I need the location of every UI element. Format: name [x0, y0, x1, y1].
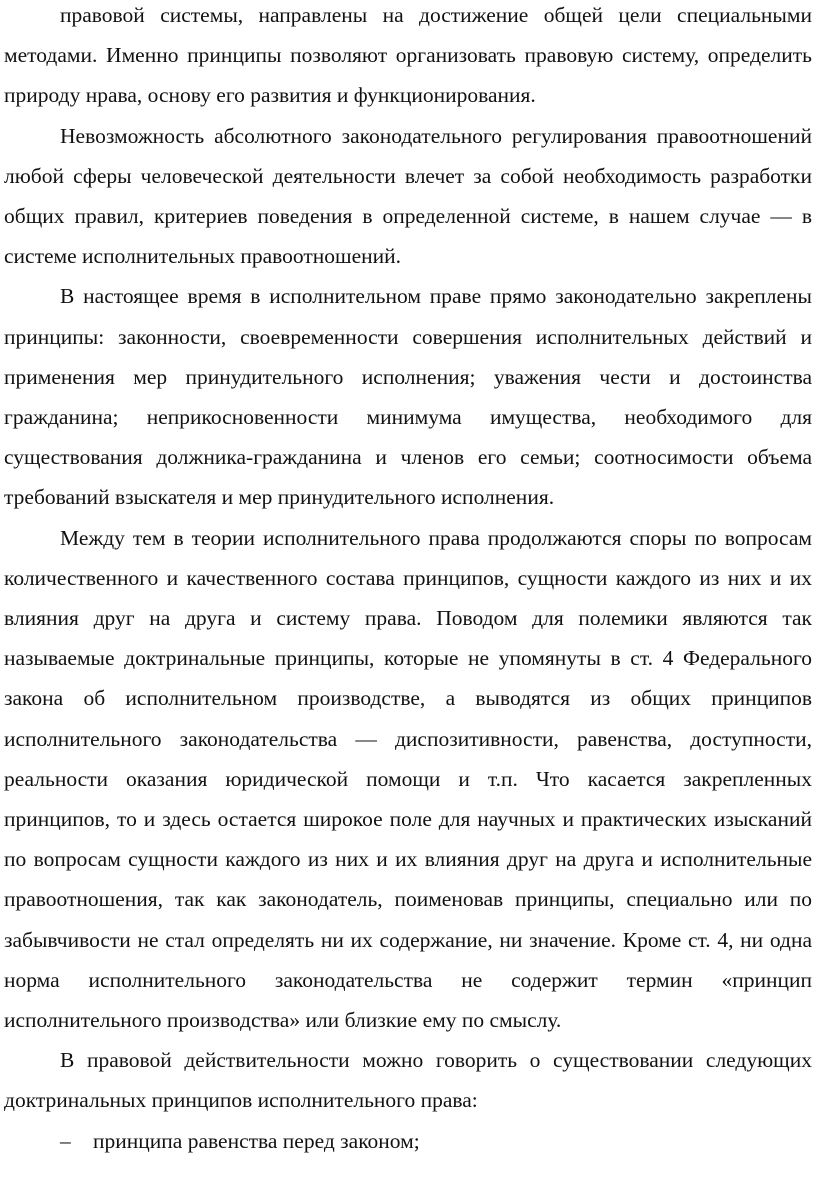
- paragraph-enshrined-principles: В настоящее время в исполнительном праве прямо законодательно закреплены принципы: законности, своевременности совершения исполнительных действий и применения мер принудительного исполнения; уважения чести и достоинства гражданина; неприкосновенности минимума имущества, необходимого для существования должника-гражданина и членов его семьи; соотносимости объема требований взыскателя и мер принудительного исполнения.: [4, 284, 812, 510]
- paragraph-continuation: правовой системы, направлены на достижение общей цели специальными методами. Именно принципы позволяют организовать правовую систему, определить природу нрава, основу его развития и функционирования.: [4, 3, 812, 108]
- list-item-text: принципа равенства перед законом;: [93, 1128, 420, 1153]
- paragraph-regulation: Невозможность абсолютного законодательного регулирования правоотношений любой сферы человеческой деятельности влечет за собой необходимость разработки общих правил, критериев поведения в определенной системе, в нашем случае — в системе исполнительных правоотношений.: [4, 123, 812, 269]
- paragraph-doctrinal-debate: Между тем в теории исполнительного права продолжаются споры по вопросам количественного и качественного состава принципов, сущности каждого из них и их влияния друг на друга и систему права. Поводом для полемики являются так называемые доктринальные принципы, которые не упомянуты в ст. 4 Федерального закона об исполнительном производстве, а выводятся из общих принципов исполнительного законодательства — диспозитивности, равенства, доступности, реальности оказания юридической помощи и т.п. Что касается закрепленных принципов, то и здесь остается широкое поле для научных и практических изысканий по вопросам сущности каждого из них и их влияния друг на друга и исполнительные правоотношения, так как законодатель, поименовав принципы, специально или по забывчивости не стал определять ни их содержание, ни значение. Кроме ст. 4, ни одна норма исполнительного законодательства не содержит термин «принцип исполнительного производства» или близкие ему по смыслу.: [4, 525, 812, 1033]
- list-dash-marker: –: [60, 1128, 71, 1153]
- list-item-equality: [4, 1121, 812, 1161]
- paragraph-doctrinal-list-intro: В правовой действительности можно говорить о существовании следующих доктринальных принципов исполнительного права:: [4, 1048, 812, 1113]
